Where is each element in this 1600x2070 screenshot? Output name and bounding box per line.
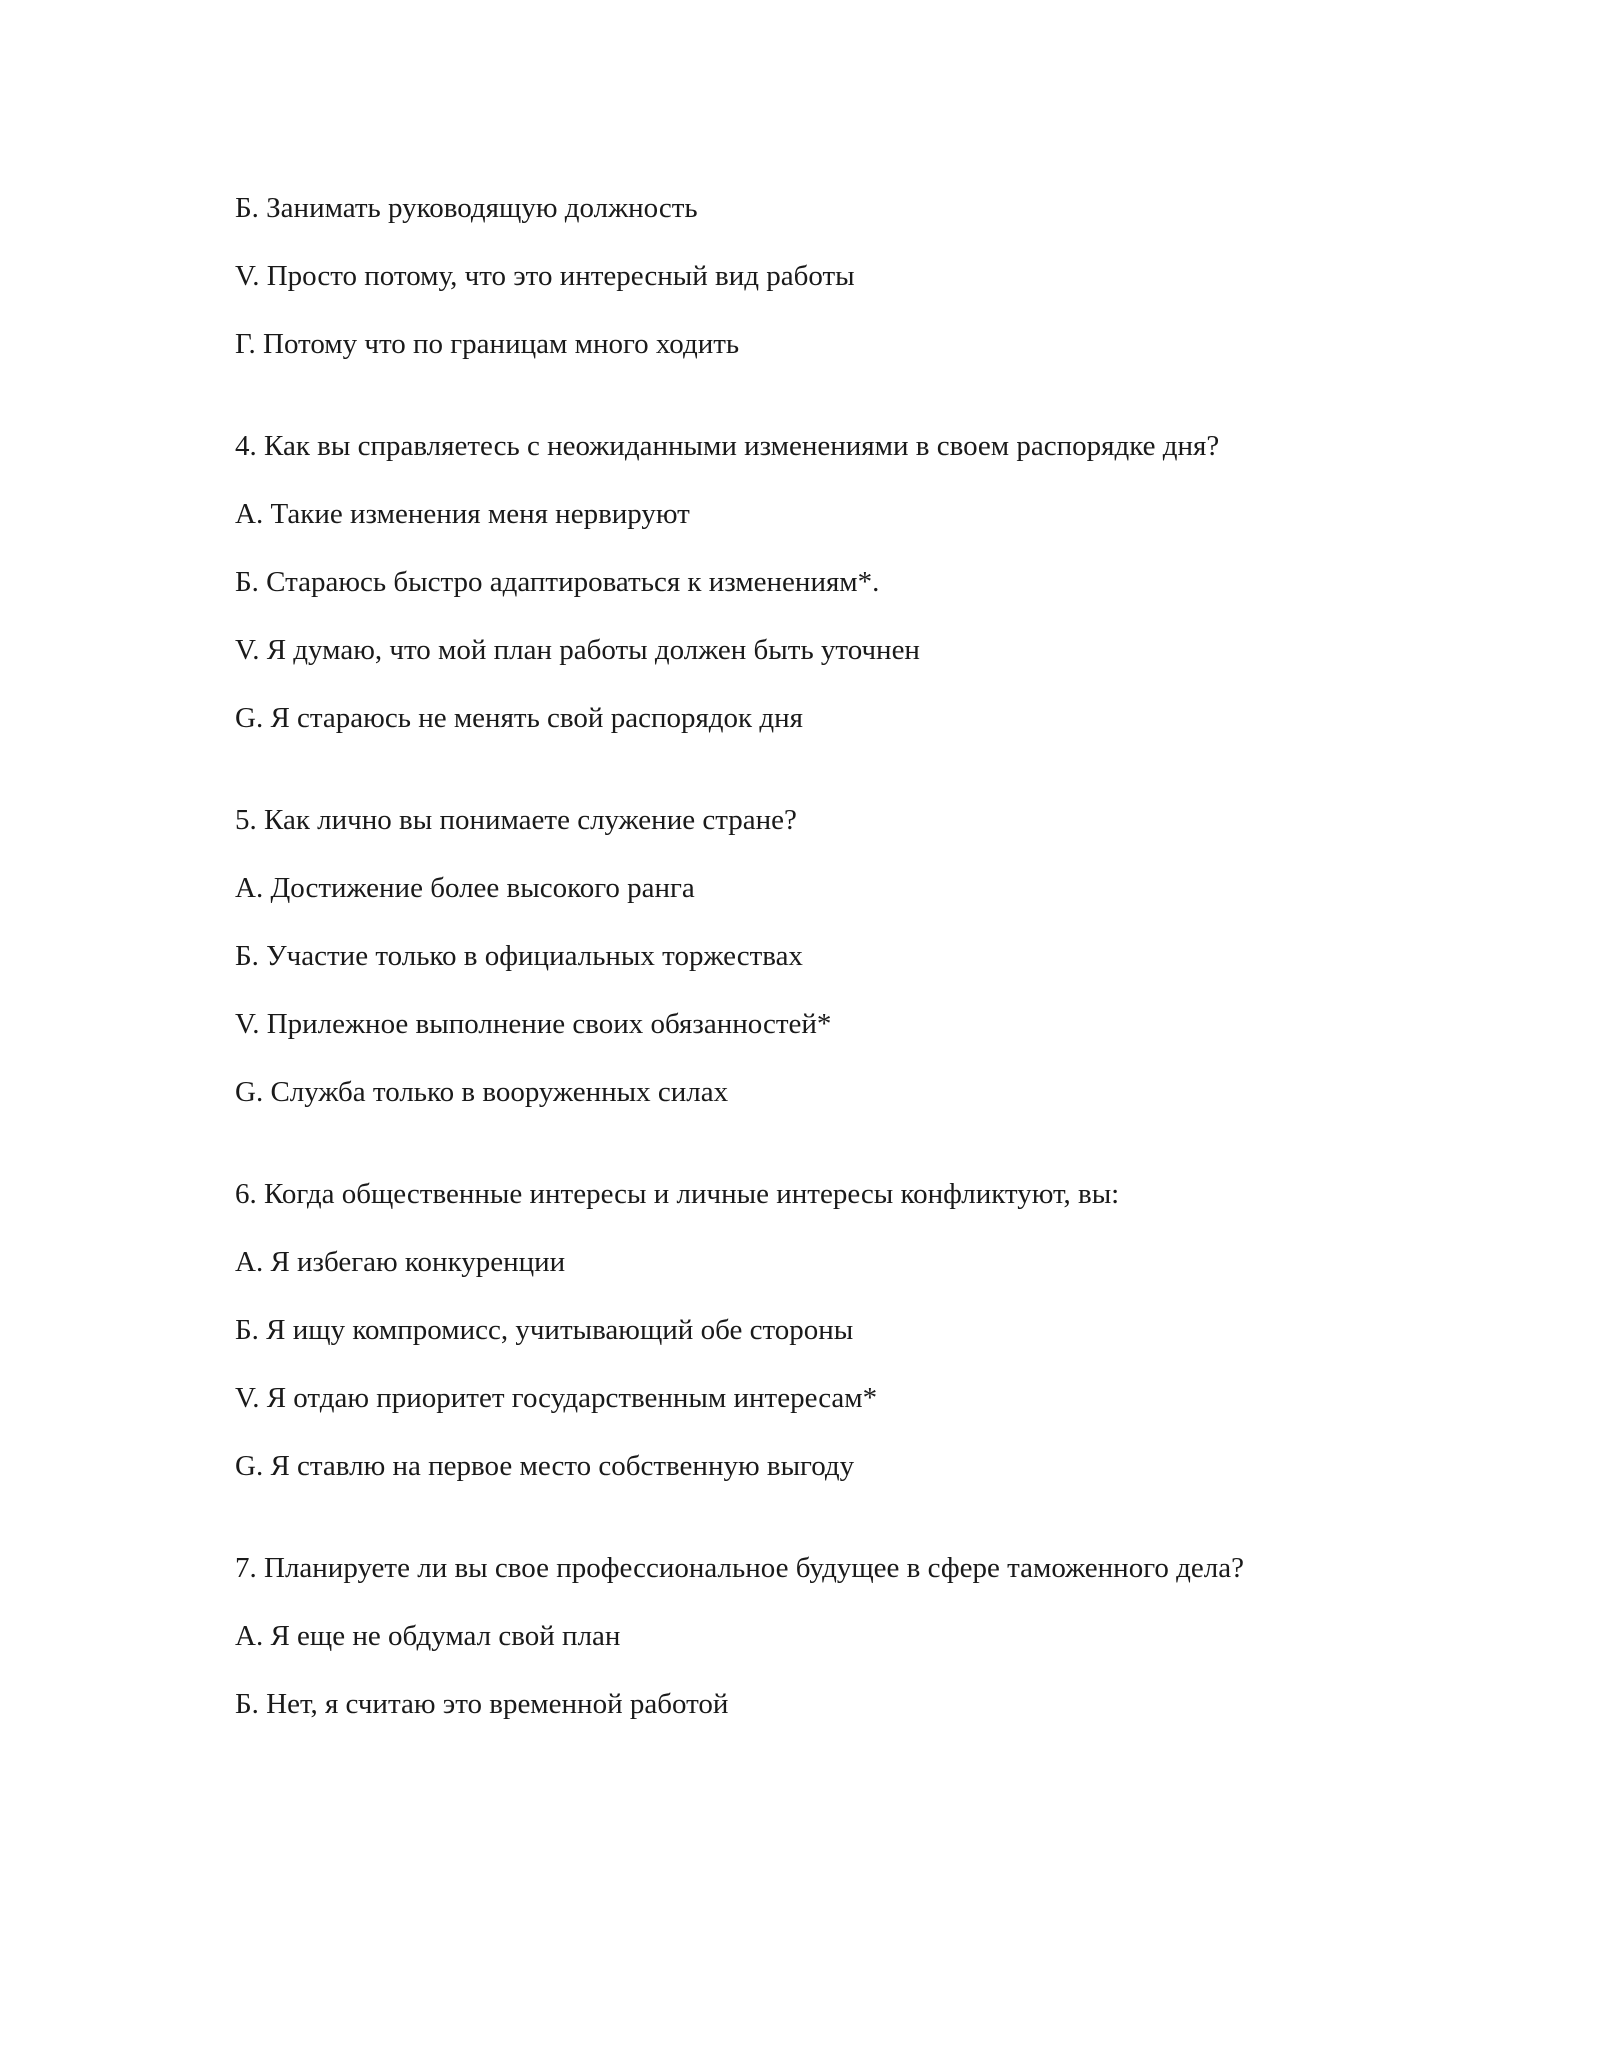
answer-option-v: V. Просто потому, что это интересный вид работы: [235, 260, 855, 292]
question-7: [235, 1550, 1435, 1722]
answer-option-a: A. Достижение более высокого ранга: [235, 872, 695, 904]
answer-option-a: A. Я избегаю конкуренции: [235, 1246, 566, 1278]
answer-option-g: G. Я ставлю на первое место собственную выгоду: [235, 1450, 855, 1482]
answer-option-b: Б. Нет, я считаю это временной работой: [235, 1688, 729, 1720]
answer-option-g: G. Служба только в вооруженных силах: [235, 1076, 729, 1108]
answer-option-v: V. Я отдаю приоритет государственным интересам*: [235, 1382, 878, 1414]
answer-option-b: Б. Я ищу компромисс, учитывающий обе стороны: [235, 1314, 854, 1346]
answer-option-a: A. Я еще не обдумал свой план: [235, 1620, 621, 1652]
document-page: [235, 190, 1435, 1754]
question-text: 7. Планируете ли вы свое профессиональное будущее в сфере таможенного дела?: [235, 1552, 1244, 1584]
answer-option-g: G. Я стараюсь не менять свой распорядок дня: [235, 702, 804, 734]
question-text: 4. Как вы справляетесь с неожиданными изменениями в своем распорядке дня?: [235, 430, 1220, 462]
question-5: [235, 802, 1435, 1110]
answer-option-b: Б. Стараюсь быстро адаптироваться к изменениям*.: [235, 566, 880, 598]
answer-option-b: Б. Занимать руководящую должность: [235, 192, 698, 224]
question-text: 5. Как лично вы понимаете служение стране?: [235, 804, 797, 836]
answer-option-g: Г. Потому что по границам много ходить: [235, 328, 740, 360]
question-3-continued: [235, 190, 1435, 362]
question-6: [235, 1176, 1435, 1484]
answer-option-b: Б. Участие только в официальных торжествах: [235, 940, 803, 972]
answer-option-v: V. Прилежное выполнение своих обязанностей*: [235, 1008, 832, 1040]
answer-option-a: A. Такие изменения меня нервируют: [235, 498, 690, 530]
answer-option-v: V. Я думаю, что мой план работы должен быть уточнен: [235, 634, 920, 666]
question-text: 6. Когда общественные интересы и личные интересы конфликтуют, вы:: [235, 1178, 1120, 1210]
question-4: [235, 428, 1435, 736]
